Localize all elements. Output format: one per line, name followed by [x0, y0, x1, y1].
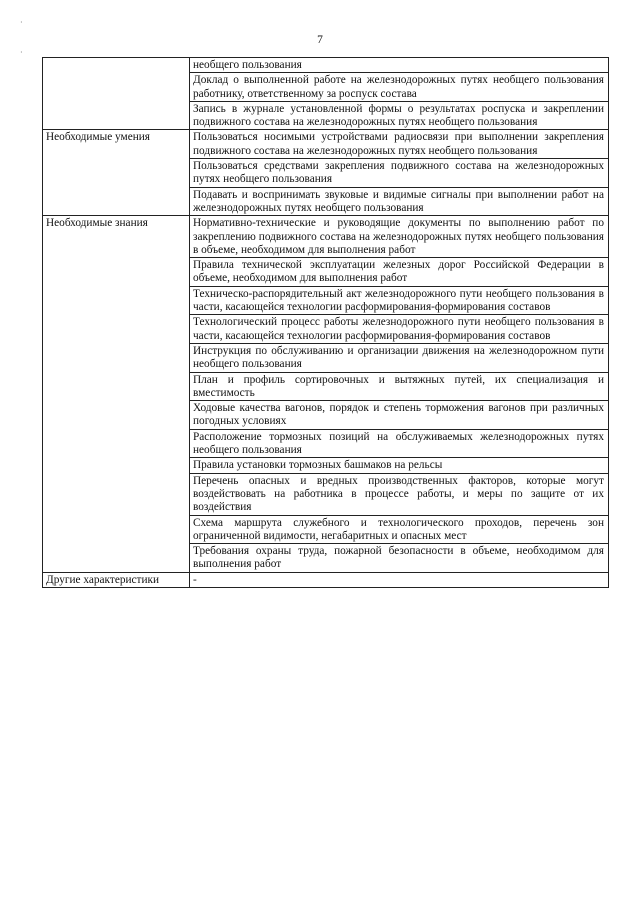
row-item: Подавать и воспринимать звуковые и видимые сигналы при выполнении работ на железнодорожных путях необщего пользования: [190, 187, 609, 216]
row-item: необщего пользования: [190, 58, 609, 73]
row-item: Доклад о выполненной работе на железнодорожных путях необщего пользования работнику, ответственному за роспуск состава: [190, 73, 609, 102]
row-item: Инструкция по обслуживанию и организации движения на железнодорожном пути необщего пользования: [190, 343, 609, 372]
row-item: Запись в журнале установленной формы о результатах роспуска и закреплении подвижного состава на железнодорожных путях необщего пользования: [190, 101, 609, 130]
table-row: [43, 572, 609, 587]
table-row: [43, 216, 609, 258]
row-item: Технологический процесс работы железнодорожного пути необщего пользования в части, касающейся технологии расформирования-формирования составов: [190, 315, 609, 344]
row-label: Другие характеристики: [43, 572, 190, 587]
scan-mark: ·: [20, 48, 23, 57]
scan-mark: ·: [20, 18, 23, 27]
row-item: Ходовые качества вагонов, порядок и степень торможения вагонов при различных погодных условиях: [190, 401, 609, 430]
row-item: Пользоваться средствами закрепления подвижного состава на железнодорожных путях необщего пользования: [190, 159, 609, 188]
characteristics-table: [42, 57, 609, 588]
table-row: [43, 58, 609, 73]
row-item: Пользоваться носимыми устройствами радиосвязи при выполнении закрепления подвижного состава на железнодорожных путях необщего пользования: [190, 130, 609, 159]
row-item: Расположение тормозных позиций на обслуживаемых железнодорожных путях необщего пользования: [190, 429, 609, 458]
row-item: Схема маршрута служебного и технологического проходов, перечень зон ограниченной видимости, негабаритных и опасных мест: [190, 515, 609, 544]
row-label: [43, 58, 190, 130]
page-number: 7: [317, 34, 323, 46]
row-item: Техническо-распорядительный акт железнодорожного пути необщего пользования в части, касающейся технологии расформирования-формирования составов: [190, 286, 609, 315]
row-item: Правила технической эксплуатации железных дорог Российской Федерации в объеме, необходимом для выполнения работ: [190, 258, 609, 287]
row-label: Необходимые знания: [43, 216, 190, 572]
row-item: Требования охраны труда, пожарной безопасности в объеме, необходимом для выполнения работ: [190, 544, 609, 573]
row-item: Нормативно-технические и руководящие документы по выполнению работ по закреплению подвижного состава на железнодорожных путях необщего пользования в объеме, необходимом для выполнения работ: [190, 216, 609, 258]
row-item: Правила установки тормозных башмаков на рельсы: [190, 458, 609, 473]
table-row: [43, 130, 609, 159]
row-item: Перечень опасных и вредных производственных факторов, которые могут воздействовать на работника в процессе работы, и меры по защите от их воздействия: [190, 473, 609, 515]
row-label: Необходимые умения: [43, 130, 190, 216]
row-item: План и профиль сортировочных и вытяжных путей, их специализация и вместимость: [190, 372, 609, 401]
row-item: -: [190, 572, 609, 587]
